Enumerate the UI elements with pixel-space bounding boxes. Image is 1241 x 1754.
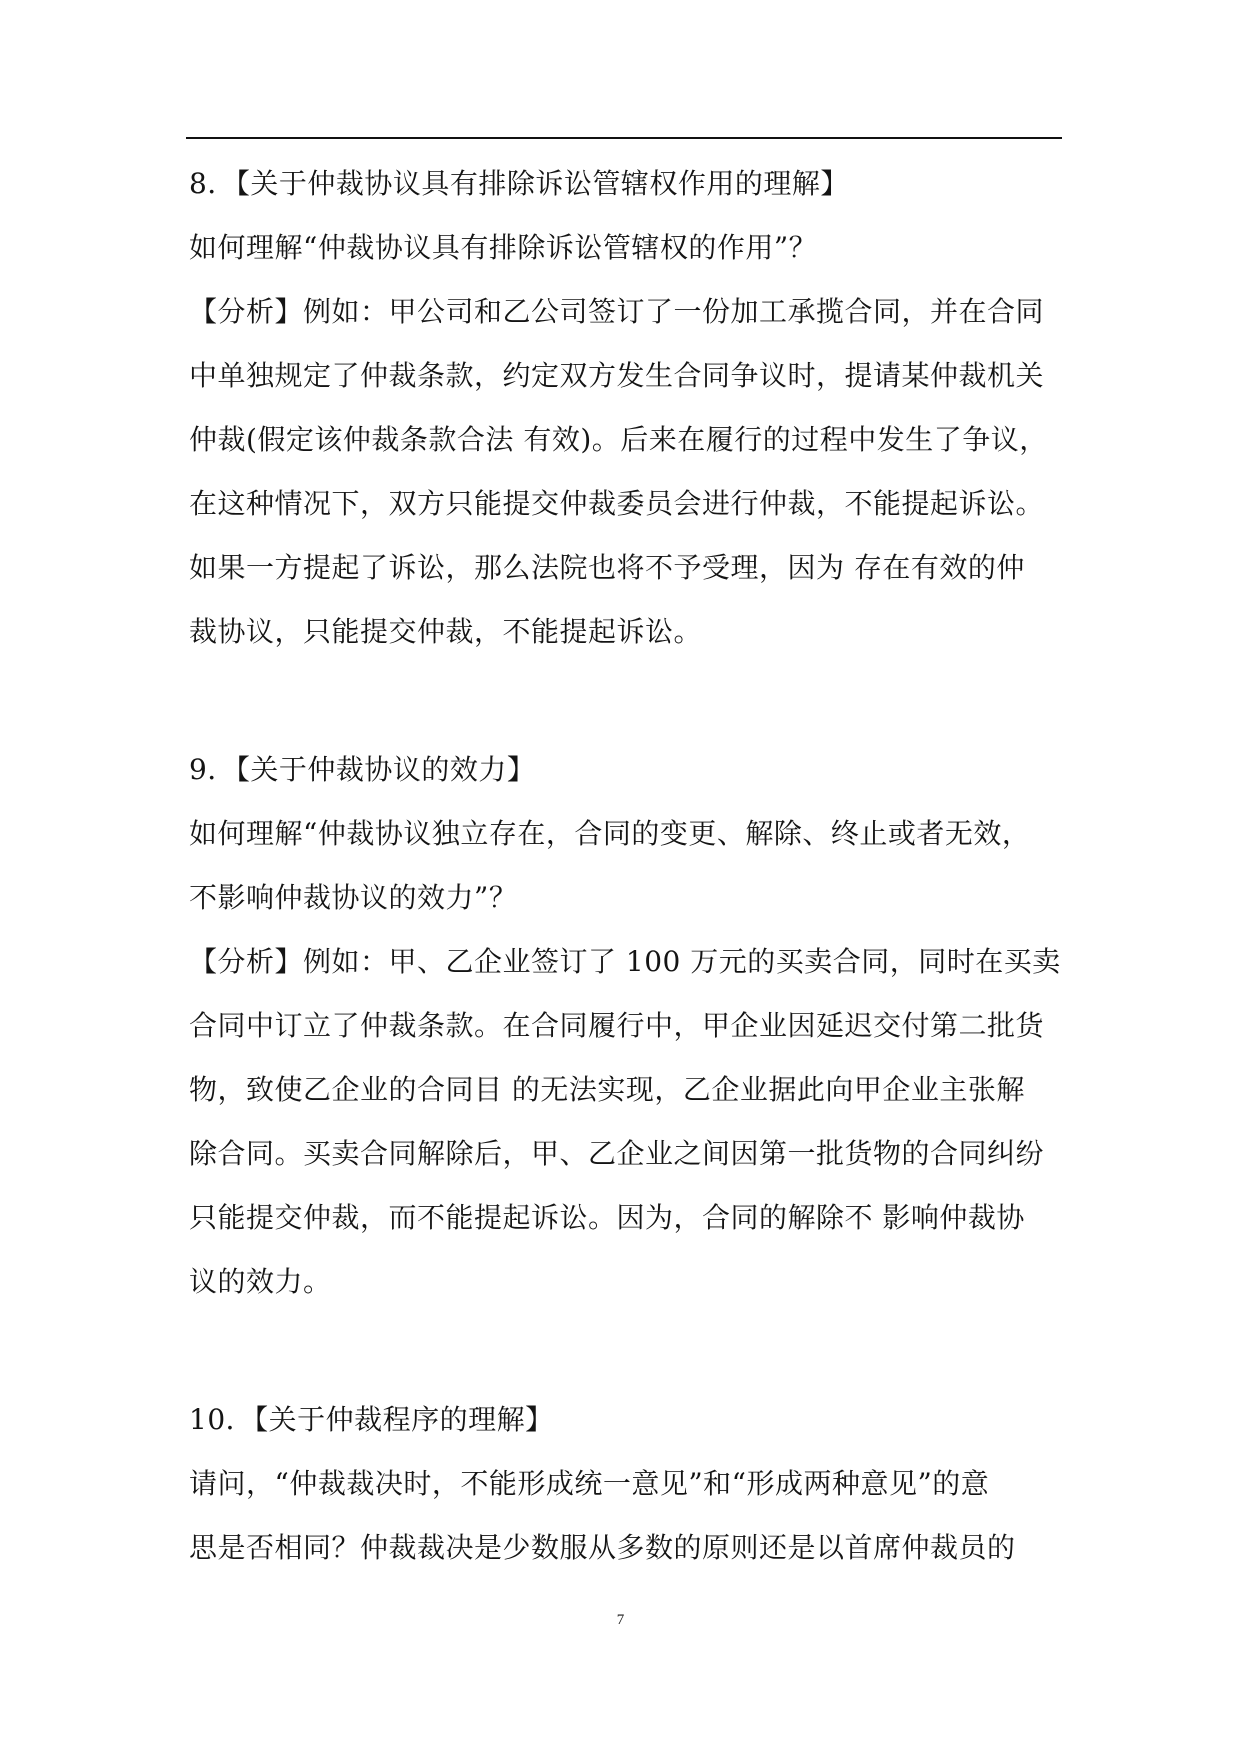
section-8-line-5: 在这种情况下，双方只能提交仲裁委员会进行仲裁，不能提起诉讼。 (189, 487, 1045, 520)
section-8-line-1: 如何理解“仲裁协议具有排除诉讼管辖权的作用”？ (189, 231, 818, 264)
section-10-heading: 10．【关于仲裁程序的理解】 (189, 1403, 554, 1436)
section-8-line-7: 裁协议，只能提交仲裁，不能提起诉讼。 (189, 615, 703, 648)
section-9-line-2: 不影响仲裁协议的效力”？ (189, 881, 518, 914)
section-8-heading: 8．【关于仲裁协议具有排除诉讼管辖权作用的理解】 (189, 167, 849, 200)
section-8-line-3: 中单独规定了仲裁条款，约定双方发生合同争议时，提请某仲裁机关 (189, 359, 1045, 392)
section-8-line-2: 【分析】例如：甲公司和乙公司签订了一份加工承揽合同，并在合同 (189, 295, 1045, 328)
section-9-line-4: 合同中订立了仲裁条款。在合同履行中，甲企业因延迟交付第二批货 (189, 1009, 1045, 1042)
section-10-line-1: 请问，“仲裁裁决时，不能形成统一意见”和“形成两种意见”的意 (189, 1467, 990, 1500)
section-9-line-5: 物，致使乙企业的合同目 的无法实现，乙企业据此向甲企业主张解 (189, 1073, 1025, 1106)
section-10-line-2: 思是否相同？仲裁裁决是少数服从多数的原则还是以首席仲裁员的 (189, 1531, 1016, 1564)
section-9-heading: 9．【关于仲裁协议的效力】 (189, 753, 536, 786)
section-9-line-1: 如何理解“仲裁协议独立存在，合同的变更、解除、终止或者无效， (189, 817, 1031, 850)
header-rule (186, 137, 1062, 139)
section-9-line-8: 议的效力。 (189, 1265, 332, 1298)
section-9-line-3: 【分析】例如：甲、乙企业签订了 100 万元的买卖合同，同时在买卖 (189, 945, 1061, 978)
section-9-line-6: 除合同。买卖合同解除后，甲、乙企业之间因第一批货物的合同纠纷 (189, 1137, 1045, 1170)
section-9-line-7: 只能提交仲裁，而不能提起诉讼。因为，合同的解除不 影响仲裁协 (189, 1201, 1025, 1234)
section-8-line-6: 如果一方提起了诉讼，那么法院也将不予受理，因为 存在有效的仲 (189, 551, 1025, 584)
page-number: 7 (616, 1612, 625, 1628)
section-8-line-4: 仲裁(假定该仲裁条款合法 有效)。后来在履行的过程中发生了争议， (189, 423, 1048, 456)
